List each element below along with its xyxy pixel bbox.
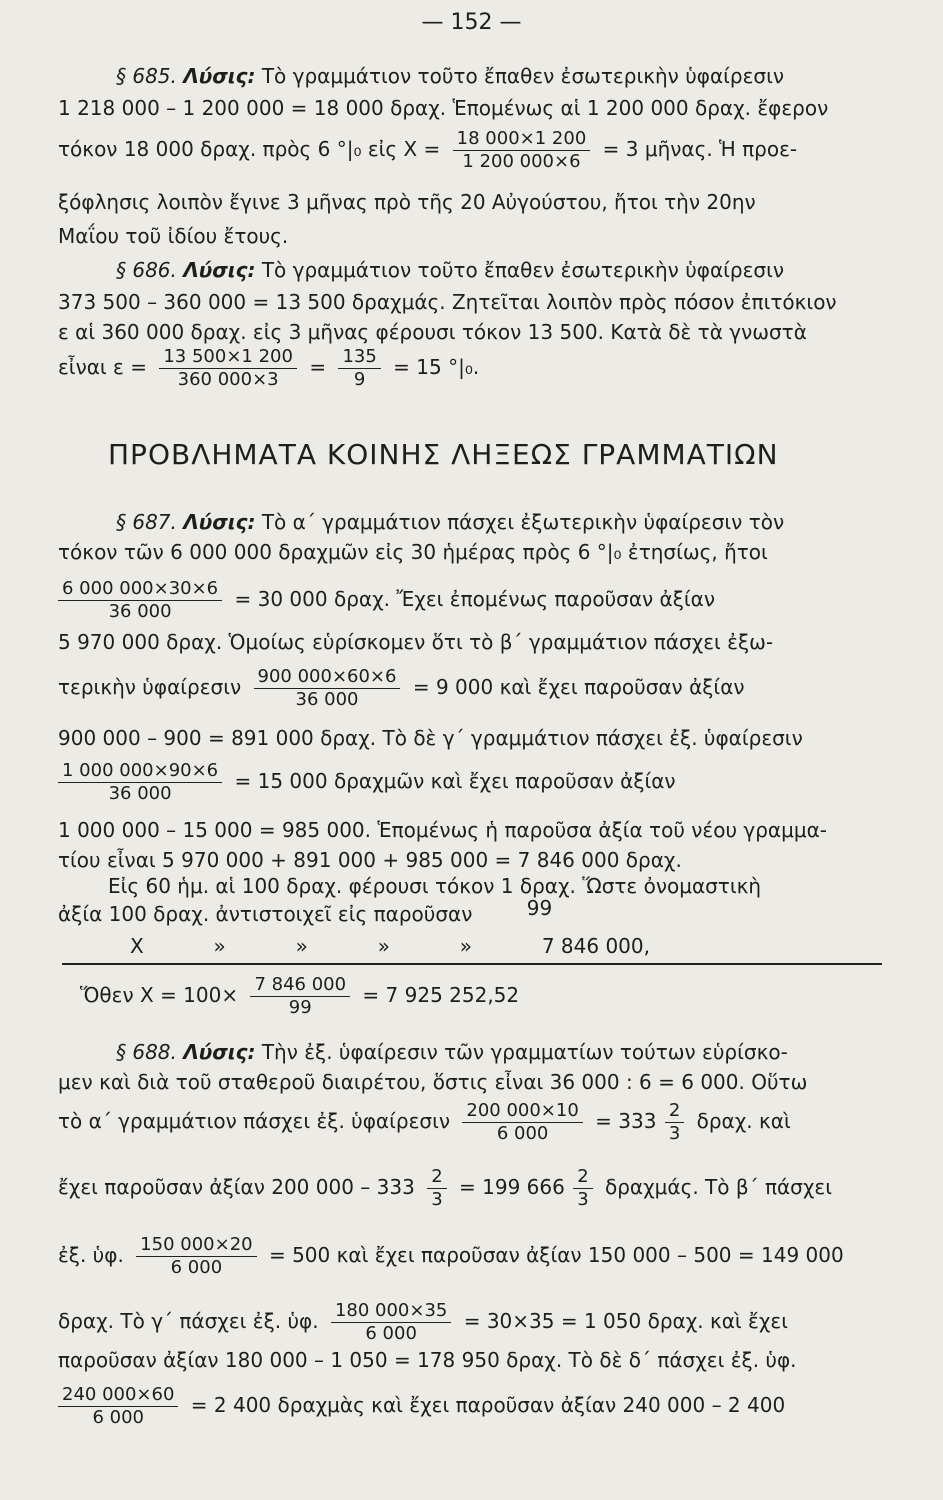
p688-label: Λύσις: — [183, 1040, 256, 1064]
divider-rule — [62, 963, 882, 965]
p687-line-6: 900 000 – 900 = 891 000 δραχ. Τὸ δὲ γ΄ γραμμάτιον πάσχει ἐξ. ὑφαίρεσιν — [58, 726, 803, 750]
p686-line-1 — [58, 258, 888, 282]
p687-line-4: 5 970 000 δραχ. Ὁμοίως εὑρίσκομεν ὅτι τὸ β΄ γραμμάτιον πάσχει ἐξω- — [58, 630, 774, 654]
p685-text-3b: = 3 μῆνας. Ἡ προε- — [602, 137, 798, 161]
p688-text-1: Τὴν ἐξ. ὑφαίρεσιν τῶν γραμματίων τούτων εὑρίσκο- — [261, 1040, 788, 1064]
fraction-denominator: 36 000 — [295, 689, 359, 710]
p687-fraction-4 — [250, 974, 350, 1019]
p688-text-6a: δραχ. Τὸ γ΄ πάσχει ἐξ. ὑφ. — [58, 1309, 319, 1333]
fraction-denominator: 360 000×3 — [177, 369, 279, 390]
p688-text-4a: ἔχει παροῦσαν ἀξίαν 200 000 – 333 — [58, 1175, 415, 1199]
p688-text-4b: = 199 666 — [459, 1175, 565, 1199]
p685-fraction — [453, 128, 591, 173]
p687-text-3: = 30 000 δραχ. Ἔχει ἐπομένως παροῦσαν ἀξίαν — [234, 587, 716, 611]
p688-text-8: = 2 400 δραχμὰς καὶ ἔχει παροῦσαν ἀξίαν 240 000 – 2 400 — [190, 1393, 786, 1417]
ditto-mark: » — [213, 934, 226, 958]
p685-text-3a: τόκον 18 000 δραχ. πρὸς 6 °|₀ εἰς X = — [58, 137, 441, 161]
fraction-denominator: 6 000 — [92, 1407, 144, 1428]
p686-line-2: 373 500 – 360 000 = 13 500 δραχμάς. Ζητεῖται λοιπὸν πρὸς πόσον ἐπιτόκιον — [58, 290, 837, 314]
p687-text-11b: 99 — [526, 896, 553, 920]
p687-fraction-2 — [254, 666, 401, 711]
p688-text-3a: τὸ α΄ γραμμάτιον πάσχει ἐξ. ὑφαίρεσιν — [58, 1109, 451, 1133]
p686-text-4a: εἶναι ε = — [58, 355, 147, 379]
fraction-denominator: 36 000 — [108, 601, 172, 622]
p688-fraction-3 — [136, 1234, 256, 1279]
p687-line-2: τόκον τῶν 6 000 000 δραχμῶν εἰς 30 ἡμέρας πρὸς 6 °|₀ ἐτησίως, ἤτοι — [58, 540, 768, 564]
p687-label: Λύσις: — [183, 510, 256, 534]
fraction-denominator: 3 — [577, 1189, 589, 1210]
p687-text-13b: = 7 925 252,52 — [362, 983, 520, 1007]
p687-text-11a: ἀξία 100 δραχ. ἀντιστοιχεῖ εἰς παροῦσαν — [58, 902, 473, 926]
p687-line-12 — [130, 934, 650, 958]
p687-text-7: = 15 000 δραχμῶν καὶ ἔχει παροῦσαν ἀξίαν — [234, 769, 676, 793]
p688-line-7: παροῦσαν ἀξίαν 180 000 – 1 050 = 178 950 δραχ. Τὸ δὲ δ΄ πάσχει ἐξ. ὑφ. — [58, 1348, 797, 1372]
fraction-denominator: 3 — [431, 1189, 443, 1210]
p688-line-5 — [58, 1234, 888, 1279]
fraction-numerator: 150 000×20 — [136, 1234, 256, 1257]
p688-line-4 — [58, 1166, 888, 1211]
p687-proportion-x: X — [130, 934, 144, 958]
ditto-mark: » — [377, 934, 390, 958]
fraction-numerator: 2 — [573, 1166, 592, 1189]
p688-text-3b: = 333 — [595, 1109, 657, 1133]
p687-proportion-value: 7 846 000, — [541, 934, 650, 958]
p687-line-11 — [58, 896, 888, 926]
p688-line-8 — [58, 1384, 888, 1429]
p688-line-1 — [58, 1040, 888, 1064]
p687-line-3 — [58, 578, 888, 623]
p686-fraction-2 — [338, 346, 380, 391]
p685-line-3 — [58, 128, 888, 173]
fraction-denominator: 9 — [353, 369, 366, 390]
p688-mixed-fraction-1 — [665, 1100, 684, 1145]
page-number: — 152 — — [421, 10, 522, 35]
p688-section: § 688. — [116, 1040, 177, 1064]
p685-section: § 685. — [116, 64, 177, 88]
p688-text-5b: = 500 καὶ ἔχει παροῦσαν ἀξίαν 150 000 – 500 = 149 000 — [268, 1243, 844, 1267]
fraction-numerator: 18 000×1 200 — [453, 128, 591, 151]
p688-text-5a: ἐξ. ὑφ. — [58, 1243, 124, 1267]
fraction-numerator: 900 000×60×6 — [254, 666, 401, 689]
p685-label: Λύσις: — [183, 64, 256, 88]
p687-text-5b: = 9 000 καὶ ἔχει παροῦσαν ἀξίαν — [412, 675, 745, 699]
p688-fraction-1 — [462, 1100, 582, 1145]
fraction-numerator: 2 — [665, 1100, 684, 1123]
p687-text-1: Τὸ α΄ γραμμάτιον πάσχει ἐξωτερικὴν ὑφαίρεσιν τὸν — [261, 510, 785, 534]
fraction-numerator: 135 — [338, 346, 380, 369]
p688-line-3 — [58, 1100, 888, 1145]
fraction-numerator: 180 000×35 — [331, 1300, 451, 1323]
fraction-denominator: 99 — [288, 997, 312, 1018]
fraction-denominator: 6 000 — [365, 1323, 417, 1344]
ditto-mark: » — [459, 934, 473, 958]
p687-fraction-1 — [58, 578, 222, 623]
p686-text-1: Τὸ γραμμάτιον τοῦτο ἔπαθεν ἐσωτερικὴν ὑφαίρεσιν — [261, 258, 785, 282]
p688-fraction-2-3 — [427, 1166, 446, 1211]
p685-line-1 — [58, 64, 888, 88]
p687-line-5 — [58, 666, 888, 711]
fraction-denominator: 6 000 — [170, 1257, 223, 1278]
fraction-numerator: 2 — [427, 1166, 446, 1189]
p685-line-5: Μαΐου τοῦ ἰδίου ἔτους. — [58, 224, 289, 248]
p688-mixed-fraction-2 — [573, 1166, 592, 1211]
section-heading: ΠΡΟΒΛΗΜΑΤΑ ΚΟΙΝΗΣ ΛΗΞΕΩΣ ΓΡΑΜΜΑΤΙΩΝ — [108, 438, 779, 471]
p686-section: § 686. — [116, 258, 177, 282]
p687-line-13 — [80, 974, 840, 1019]
p686-text-4b: = 15 °|₀. — [393, 355, 480, 379]
p688-line-6 — [58, 1300, 888, 1345]
p688-text-4c: δραχμάς. Τὸ β΄ πάσχει — [605, 1175, 832, 1199]
p688-fraction-4 — [331, 1300, 451, 1345]
p688-text-3c: δραχ. καὶ — [696, 1109, 791, 1133]
p687-line-9: τίου εἶναι 5 970 000 + 891 000 + 985 000 = 7 846 000 δραχ. — [58, 848, 682, 872]
fraction-numerator: 6 000 000×30×6 — [58, 578, 222, 601]
p686-fraction-1 — [159, 346, 297, 391]
p687-section: § 687. — [116, 510, 177, 534]
p687-fraction-3 — [58, 760, 222, 805]
fraction-denominator: 3 — [668, 1123, 681, 1144]
p688-fraction-5 — [58, 1384, 178, 1429]
p688-line-2: μεν καὶ διὰ τοῦ σταθεροῦ διαιρέτου, ὅστις εἶναι 36 000 : 6 = 6 000. Οὕτω — [58, 1070, 808, 1094]
fraction-denominator: 6 000 — [496, 1123, 549, 1144]
p687-line-1 — [58, 510, 888, 534]
p686-label: Λύσις: — [183, 258, 256, 282]
p687-line-8: 1 000 000 – 15 000 = 985 000. Ἑπομένως ἡ παροῦσα ἀξία τοῦ νέου γραμμα- — [58, 818, 827, 842]
p686-line-4: εἶναι ε = $\frac{13 500\times 1 200}{360 000\times 3}$ = $\frac{135}{9}$ = 15 °|₀. — [58, 346, 480, 390]
p687-line-7 — [58, 760, 888, 805]
fraction-numerator: 13 500×1 200 — [159, 346, 297, 369]
fraction-numerator: 200 000×10 — [462, 1100, 582, 1123]
p687-line-10: Εἰς 60 ἡμ. αἱ 100 δραχ. φέρουσι τόκον 1 δραχ. Ὥστε ὀνομαστικὴ — [108, 874, 762, 898]
p686-line-3: ε αἱ 360 000 δραχ. εἰς 3 μῆνας φέρουσι τόκον 13 500. Κατὰ δὲ τὰ γνωστὰ — [58, 320, 807, 344]
ditto-mark: » — [295, 934, 308, 958]
fraction-denominator: 36 000 — [108, 783, 172, 804]
p687-text-13a: Ὅθεν X = 100× — [80, 983, 239, 1007]
fraction-denominator: 1 200 000×6 — [462, 151, 581, 172]
fraction-numerator: 7 846 000 — [250, 974, 350, 997]
p688-text-6b: = 30×35 = 1 050 δραχ. καὶ ἔχει — [463, 1309, 788, 1333]
p685-line-2: 1 218 000 – 1 200 000 = 18 000 δραχ. Ἑπομένως αἱ 1 200 000 δραχ. ἔφερον — [58, 96, 829, 120]
p685-text-1: Τὸ γραμμάτιον τοῦτο ἔπαθεν ἐσωτερικὴν ὑφαίρεσιν — [261, 64, 785, 88]
fraction-numerator: 240 000×60 — [58, 1384, 178, 1407]
p685-line-4: ξόφλησις λοιπὸν ἔγινε 3 μῆνας πρὸ τῆς 20 Αὐγούστου, ἤτοι τὴν 20ην — [58, 190, 756, 214]
fraction-numerator: 1 000 000×90×6 — [58, 760, 222, 783]
p687-text-5a: τερικὴν ὑφαίρεσιν — [58, 675, 242, 699]
